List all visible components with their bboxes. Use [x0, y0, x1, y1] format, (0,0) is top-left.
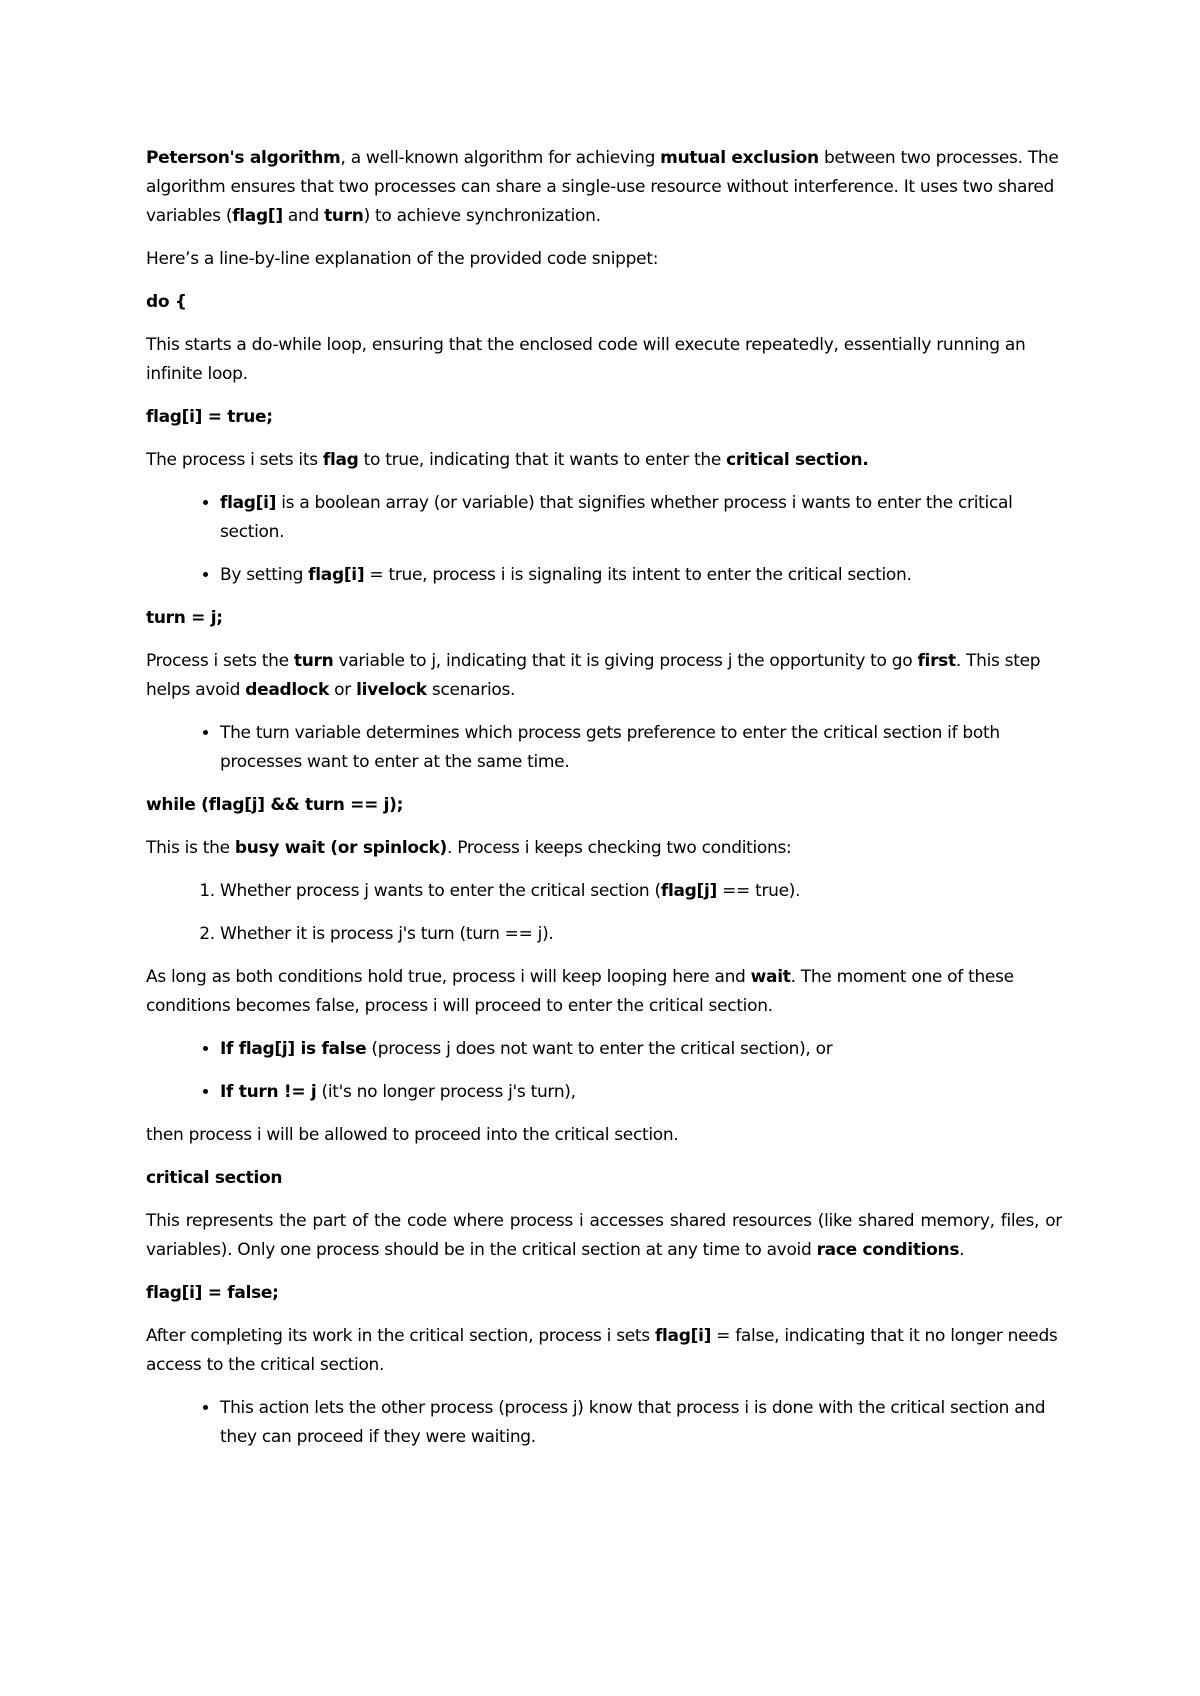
intro-paragraph: Peterson's algorithm, a well-known algorithm for achieving mutual exclusion between two processes. The algorithm ensures that two processes can share a single-use resource without interference. It uses two shared variables (flag[] and turn) to achieve synchronization. — [146, 148, 1059, 226]
flag-true-explanation: The process i sets its flag to true, indicating that it wants to enter the critical section. — [146, 450, 869, 470]
document-page — [146, 144, 1062, 1466]
list-item: • By setting flag[i] = true, process i is signaling its intent to enter the critical section. — [220, 561, 1062, 590]
do-explanation: This starts a do-while loop, ensuring that the enclosed code will execute repeatedly, essentially running an infinite loop. — [146, 335, 1026, 384]
aslong-bullet-list — [146, 1035, 1062, 1107]
term-flag-array: flag[] — [232, 206, 283, 226]
list-item: 1. Whether process j wants to enter the critical section (flag[j] == true). — [220, 877, 1062, 906]
flag-false-explanation: After completing its work in the critical section, process i sets flag[i] = false, indicating that it no longer needs access to the critical section. — [146, 1326, 1058, 1375]
turn-bullet-list — [146, 719, 1062, 777]
list-item: • The turn variable determines which process gets preference to enter the critical section if both processes want to enter at the same time. — [220, 719, 1062, 777]
code-heading-flag-true: flag[i] = true; — [146, 407, 273, 427]
list-item: • flag[i] is a boolean array (or variable) that signifies whether process i wants to enter the critical section. — [220, 489, 1062, 547]
flag-true-bullet-list — [146, 489, 1062, 590]
list-item: • This action lets the other process (process j) know that process i is done with the critical section and they can proceed if they were waiting. — [220, 1394, 1062, 1452]
turn-explanation: Process i sets the turn variable to j, indicating that it is giving process j the opportunity to go first. This step helps avoid deadlock or livelock scenarios. — [146, 651, 1041, 700]
explanation-intro: Here’s a line-by-line explanation of the provided code snippet: — [146, 249, 659, 269]
code-heading-turn: turn = j; — [146, 608, 223, 628]
code-heading-critical-section: critical section — [146, 1168, 283, 1188]
term-petersons-algorithm: Peterson's algorithm — [146, 148, 341, 168]
term-turn: turn — [324, 206, 364, 226]
code-heading-flag-false: flag[i] = false; — [146, 1283, 279, 1303]
code-heading-while: while (flag[j] && turn == j); — [146, 795, 404, 815]
term-mutual-exclusion: mutual exclusion — [660, 148, 819, 168]
flag-false-bullet-list — [146, 1394, 1062, 1452]
code-heading-do: do { — [146, 292, 187, 312]
list-item: • If flag[j] is false (process j does not want to enter the critical section), or — [220, 1035, 1062, 1064]
list-item: 2. Whether it is process j's turn (turn == j). — [220, 920, 1062, 949]
while-explanation: This is the busy wait (or spinlock). Process i keeps checking two conditions: — [146, 838, 792, 858]
list-item: • If turn != j (it's no longer process j's turn), — [220, 1078, 1062, 1107]
while-numbered-list — [146, 877, 1062, 949]
then-paragraph: then process i will be allowed to proceed into the critical section. — [146, 1125, 679, 1145]
critical-section-explanation: This represents the part of the code where process i accesses shared resources (like shared memory, files, or variables). Only one process should be in the critical section at any time to avoid race conditions. — [146, 1211, 1062, 1260]
aslong-explanation: As long as both conditions hold true, process i will keep looping here and wait. The moment one of these conditions becomes false, process i will proceed to enter the critical section. — [146, 967, 1014, 1016]
